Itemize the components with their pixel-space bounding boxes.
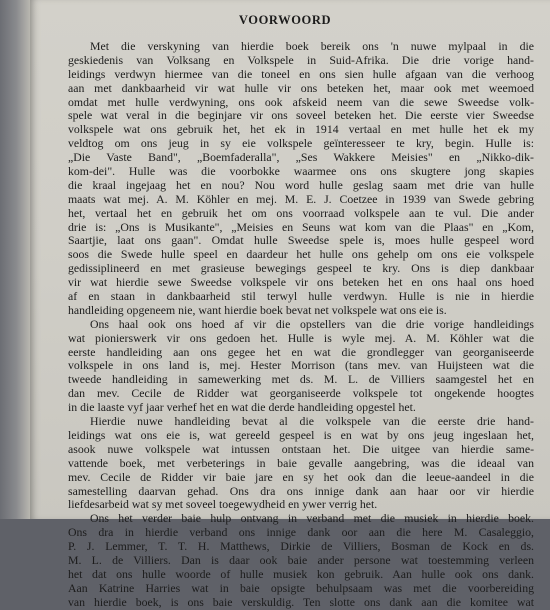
paragraph <box>68 318 534 415</box>
text-line: asook nuwe volkspele wat intussen ontstaan het. Die uitgee van hierdie same- <box>68 441 534 456</box>
text-line: van hierdie boek, is ons baie verskuldig. Ten slotte ons dank aan die komitee wat <box>68 594 534 609</box>
paragraph <box>68 415 534 512</box>
text-line: Met die verskyning van hierdie boek bereik ons 'n nuwe mylpaal in die <box>90 39 534 53</box>
text-line: leidings wat ons eie is, wat gereeld gespeel is en wat by ons jeug ingeslaan het, <box>68 427 534 442</box>
text-line: drie is: „Ons is Musikante", „Meisies en Seuns wat kom van die Plaas" en „Kom, <box>68 219 534 234</box>
text-line: wat pionierswerk vir ons gedoen het. Hulle is wyle mej. A. M. Köhler wat die <box>68 330 534 345</box>
text-line: gedissiplineerd en met grasieuse bewegings gespeel te kry. Ons is diep dankbaar <box>68 261 534 276</box>
text-line: volkspele wat ons gebruik het, het ek in 1914 vertaal en met hulle het ek my <box>68 122 534 137</box>
text-line: „Die Vaste Band", „Boemfaderalla", „Ses Wakkere Meisies" en „Nikko-dik- <box>68 150 534 165</box>
text-line: eerste handleiding aan ons gegee het en wat die grondlegger van georganiseerde <box>68 344 534 359</box>
text-line: soos die Swede hulle speel en daardeur het hulle ons gehelp om ons eie volkspele <box>68 247 534 262</box>
text-line: vir wat hierdie sewe Sweedse volkspele vir ons beteken het en ons haal ons hoed <box>68 275 534 290</box>
foreword-text <box>68 40 534 610</box>
text-line: Ons haal ook ons hoed af vir die opstellers van die drie vorige handleidings <box>90 316 534 331</box>
text-line: dan mev. Cecile de Ridder wat georganiseerde volkspele tot ongekende hoogtes <box>68 386 534 401</box>
book-page <box>30 0 550 609</box>
text-line: volkspele in ons land is, mej. Hester Morrison (tans mev. van Huijsteen wat die <box>68 358 534 373</box>
text-line: handleiding opgeneem nie, want hierdie boek bevat net volkspele wat ons eie is. <box>68 302 447 317</box>
text-line: af en staan in dankbaarheid stil terwyl hulle verdwyn. Hulle is nie in hierdie <box>68 289 534 304</box>
text-line: het dat ons hulle woorde of hulle musiek kon gebruik. Aan hulle ook ons dank. <box>68 566 534 581</box>
text-line: kom-dei". Hulle was die voorbokke waarmee ons ons skugtere jong skapies <box>68 164 534 179</box>
text-line: die kraal ingejaag het en nou? Nou word hulle geslag saam met drie van hulle <box>68 177 534 192</box>
text-line: spele wat veral in die beginjare vir ons soveel beteken het. Die eerste vier Sweedse <box>68 108 534 123</box>
text-line: Ons dra in hierdie verband ons innige dank oor aan die here M. Casaleggio, <box>68 525 534 540</box>
text-line: geskiedenis van Volksang en Volkspele in Suid-Afrika. Die drie vorige hand- <box>68 52 534 67</box>
text-line: omdat met hulle verdwyning, ons ook afskeid neem van die sewe Sweedse volk- <box>68 94 534 109</box>
paragraph <box>68 512 534 609</box>
text-line: Aan Katrine Harries wat in baie opsigte behulpsaam was met die voorbereiding <box>68 580 534 595</box>
text-line: vattende boek, met verbeterings in baie gevalle aangebring, was die ideaal van <box>68 455 534 470</box>
binding-shadow <box>0 0 30 519</box>
page-heading: VOORWOORD <box>238 13 332 27</box>
text-line: veldtog om ons jeug in sy eie volkspele geïnteresseer te kry, begin. Hulle is: <box>68 136 534 151</box>
text-line: P. J. Lemmer, T. T. H. Matthews, Dirkie de Villiers, Bosman de Kock en ds. <box>68 539 534 554</box>
text-line: het, vertaal het en gebruik het om ons voorraad volkspele aan te vul. Die ander <box>68 205 534 220</box>
text-line: maats wat mej. A. M. Köhler en mej. M. E. J. Coetzee in 1939 van Swede gebring <box>68 191 534 206</box>
text-line: Ons het verder baie hulp ontvang in verband met die musiek in hierdie boek. <box>90 511 534 526</box>
text-line: Hierdie nuwe handleiding bevat al die volkspele van die eerste drie hand- <box>90 414 534 429</box>
text-line: M. L. de Villiers. Dan is daar ook baie ander persone wat toestemming verleen <box>68 552 534 567</box>
text-line: mev. Cecile de Ridder vir baie jare en sy het ook dan die leeue-aandeel in die <box>68 469 534 484</box>
text-line: Saartjie, laat ons gaan". Omdat hulle Sweedse spele is, moes hulle gespeel word <box>68 233 534 248</box>
text-line: aan met dankbaarheid vir wat hulle vir ons beteken het, maar ook met weemoed <box>68 80 534 95</box>
paragraph <box>68 40 534 318</box>
text-line: leidings verdwyn hiermee van die toneel en ons sien hulle afgaan van die verhoog <box>68 66 534 81</box>
text-line: samestelling daarvan gehad. Ons dra ons innige dank aan haar oor vir hierdie <box>68 483 534 498</box>
text-line: tweede handleiding in samewerking met ds. M. L. de Villiers saamgestel het en <box>68 372 534 387</box>
text-line: liefdesarbeid wat sy met soveel toegewydheid en ywer verrig het. <box>68 497 378 512</box>
text-line: in die laaste vyf jaar verhef het en wat die derde handleiding opgestel het. <box>68 400 416 415</box>
